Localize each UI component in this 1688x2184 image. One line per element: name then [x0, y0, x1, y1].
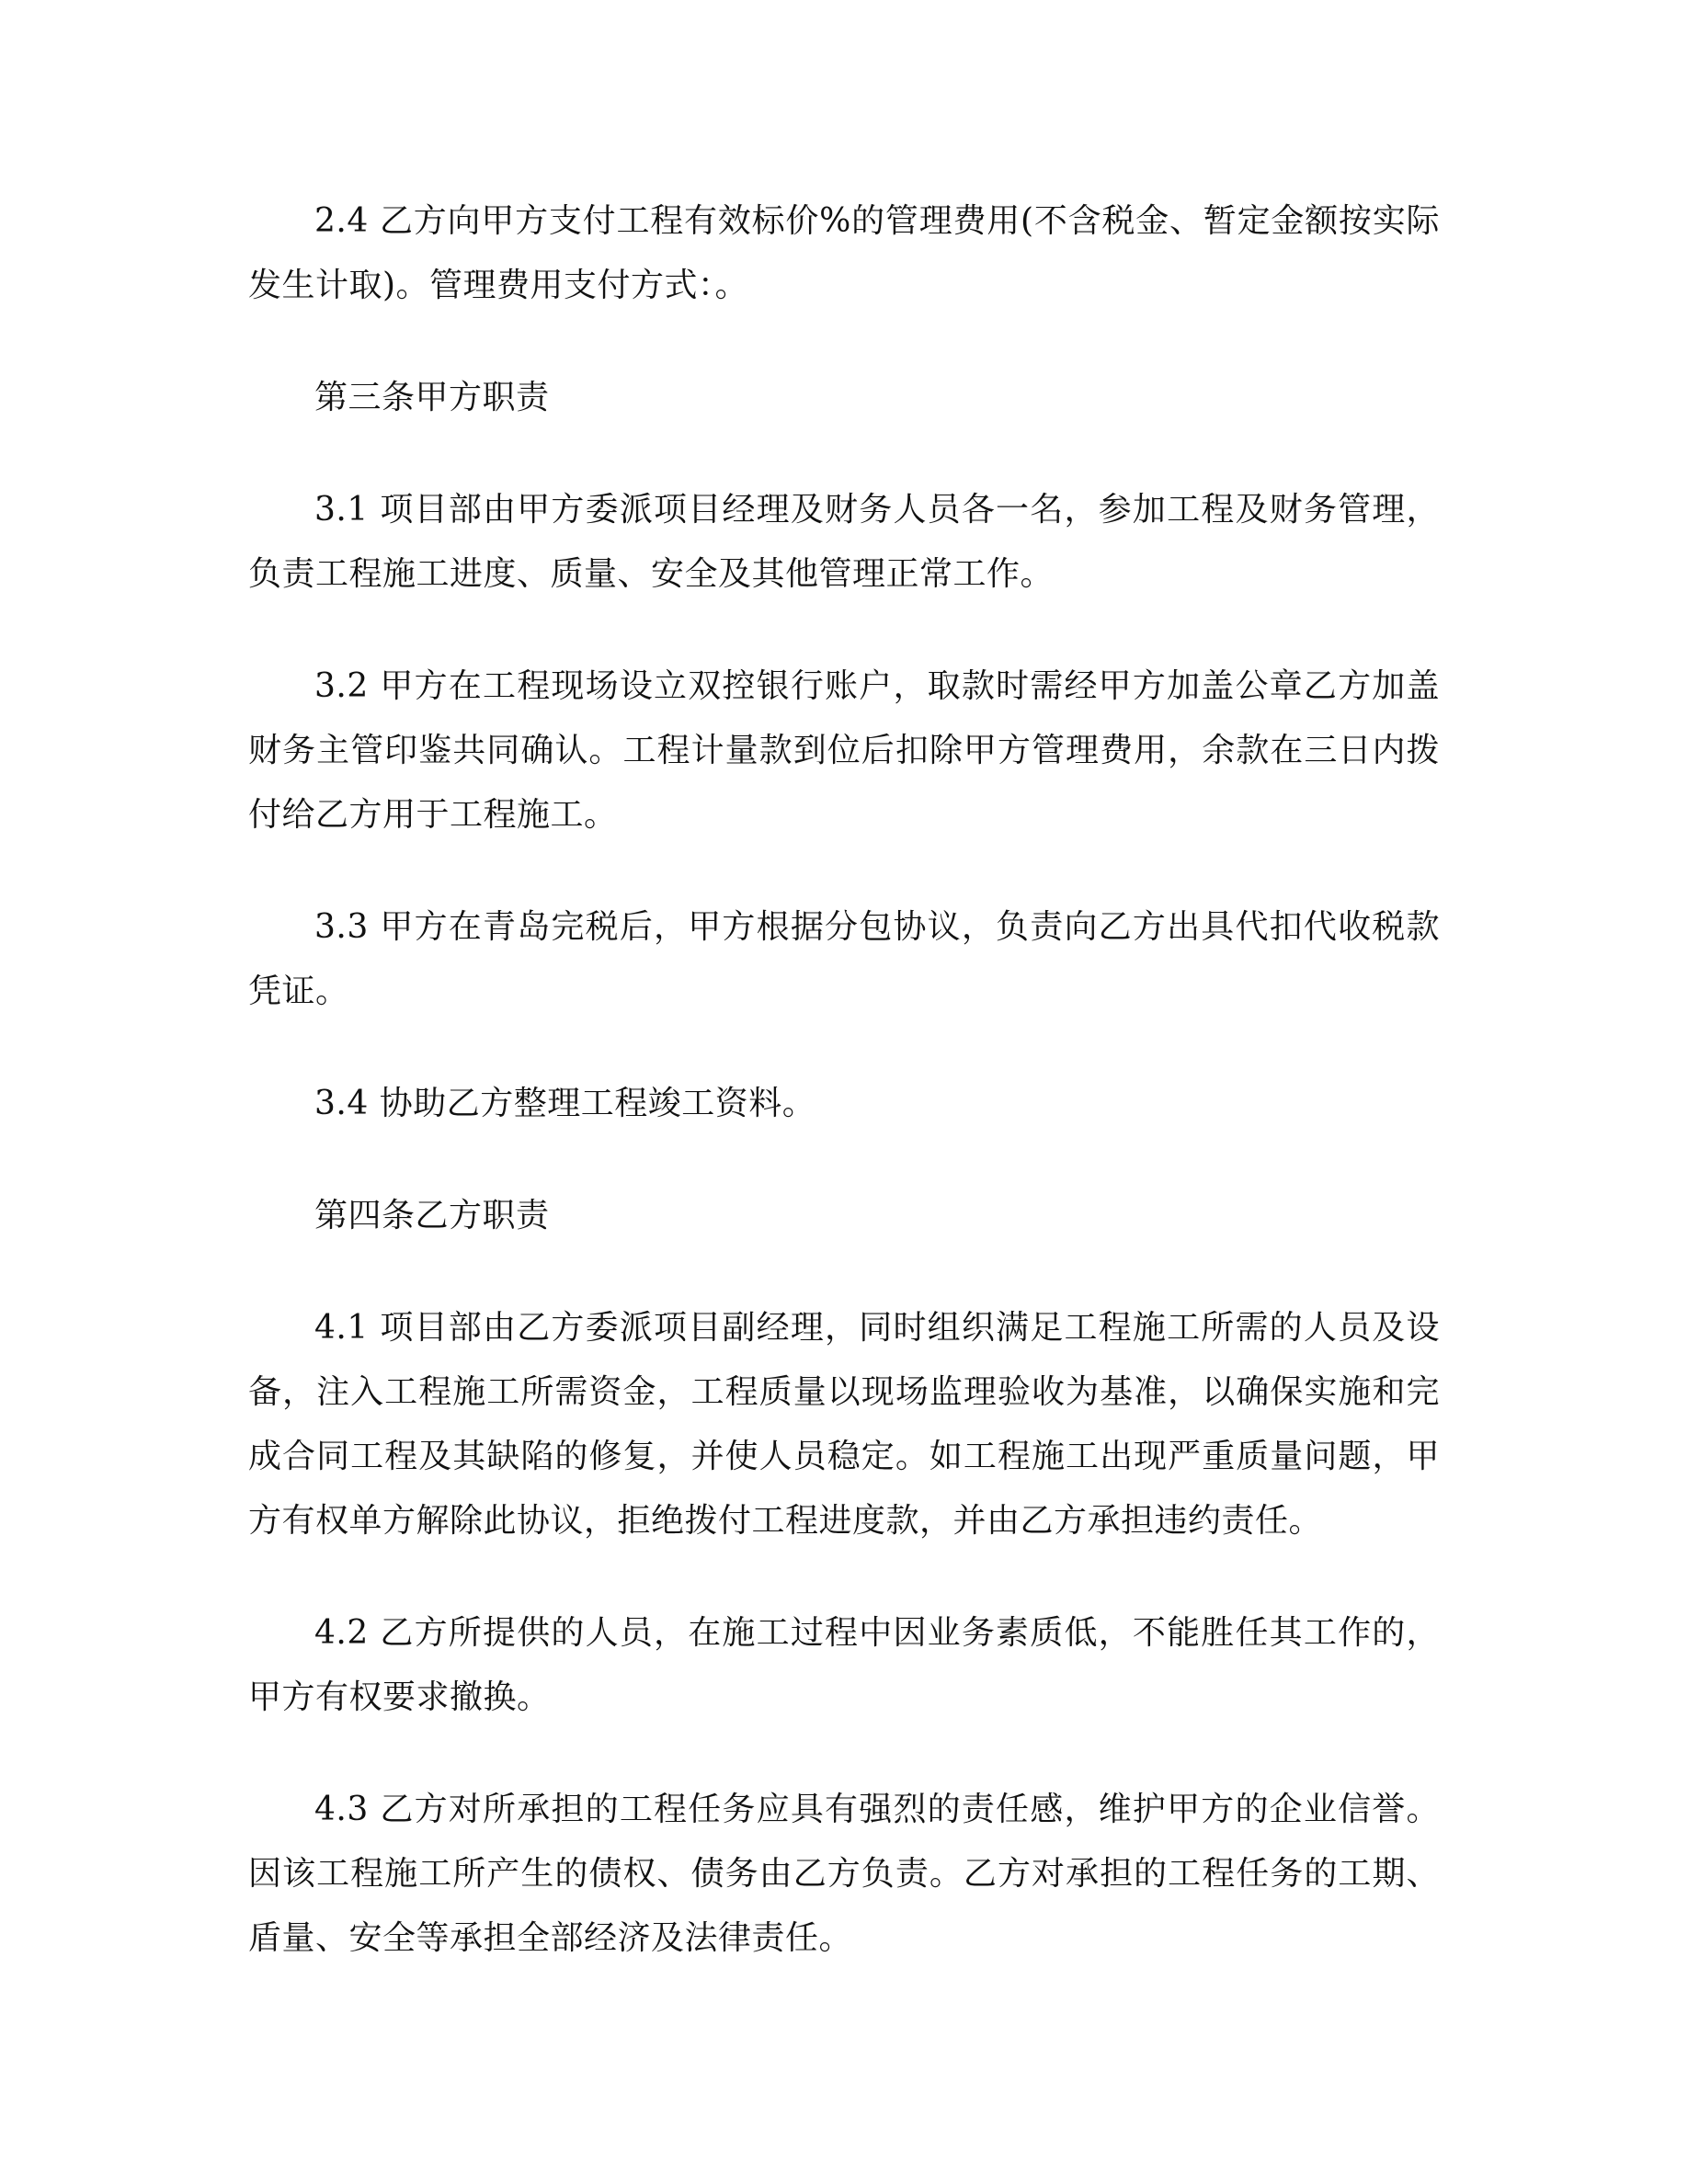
paragraph-gap: [248, 1248, 1440, 1296]
document-body: [248, 189, 1440, 1971]
paragraph-gap: [248, 847, 1440, 895]
clause-3-2: 3.2 甲方在工程现场设立双控银行账户，取款时需经甲方加盖公章乙方加盖财务主管印鉴共同确认。工程计量款到位后扣除甲方管理费用，余款在三日内拨付给乙方用于工程施工。: [248, 667, 1440, 834]
clause-4-1: 4.1 项目部由乙方委派项目副经理，同时组织满足工程施工所需的人员及设备，注入工程施工所需资金，工程质量以现场监理验收为基准，以确保实施和完成合同工程及其缺陷的修复，并使人员稳定。如工程施工出现严重质量问题，甲方有权单方解除此协议，拒绝拨付工程进度款，并由乙方承担违约责任。: [248, 1309, 1440, 1540]
clause-3-1: 3.1 项目部由甲方委派项目经理及财务人员各一名，参加工程及财务管理，负责工程施工进度、质量、安全及其他管理正常工作。: [248, 491, 1440, 593]
clause-2-4: 2.4 乙方向甲方支付工程有效标价%的管理费用(不含税金、暂定金额按实际发生计取)。管理费用支付方式：。: [248, 202, 1440, 304]
clause-4-3: 4.3 乙方对所承担的工程任务应具有强烈的责任感，维护甲方的企业信誉。因该工程施工所产生的债权、债务由乙方负责。乙方对承担的工程任务的工期、盾量、安全等承担全部经济及法律责任。: [248, 1791, 1440, 1957]
clause-3-3: 3.3 甲方在青岛完税后，甲方根据分包协议，负责向乙方出具代扣代收税款凭证。: [248, 908, 1440, 1010]
paragraph-gap: [248, 607, 1440, 654]
clause-3-4: 3.4 协助乙方整理工程竣工资料。: [314, 1085, 816, 1122]
clause-4-2: 4.2 乙方所提供的人员，在施工过程中因业务素质低，不能胜任其工作的，甲方有权要求撤换。: [248, 1614, 1440, 1716]
paragraph-gap: [248, 1730, 1440, 1778]
paragraph-gap: [248, 1136, 1440, 1184]
article-3-heading: 第三条甲方职责: [314, 379, 550, 416]
paragraph-gap: [248, 430, 1440, 478]
paragraph-gap: [248, 1024, 1440, 1072]
paragraph-gap: [248, 1553, 1440, 1601]
article-4-heading: 第四条乙方职责: [314, 1197, 550, 1234]
paragraph-gap: [248, 318, 1440, 366]
